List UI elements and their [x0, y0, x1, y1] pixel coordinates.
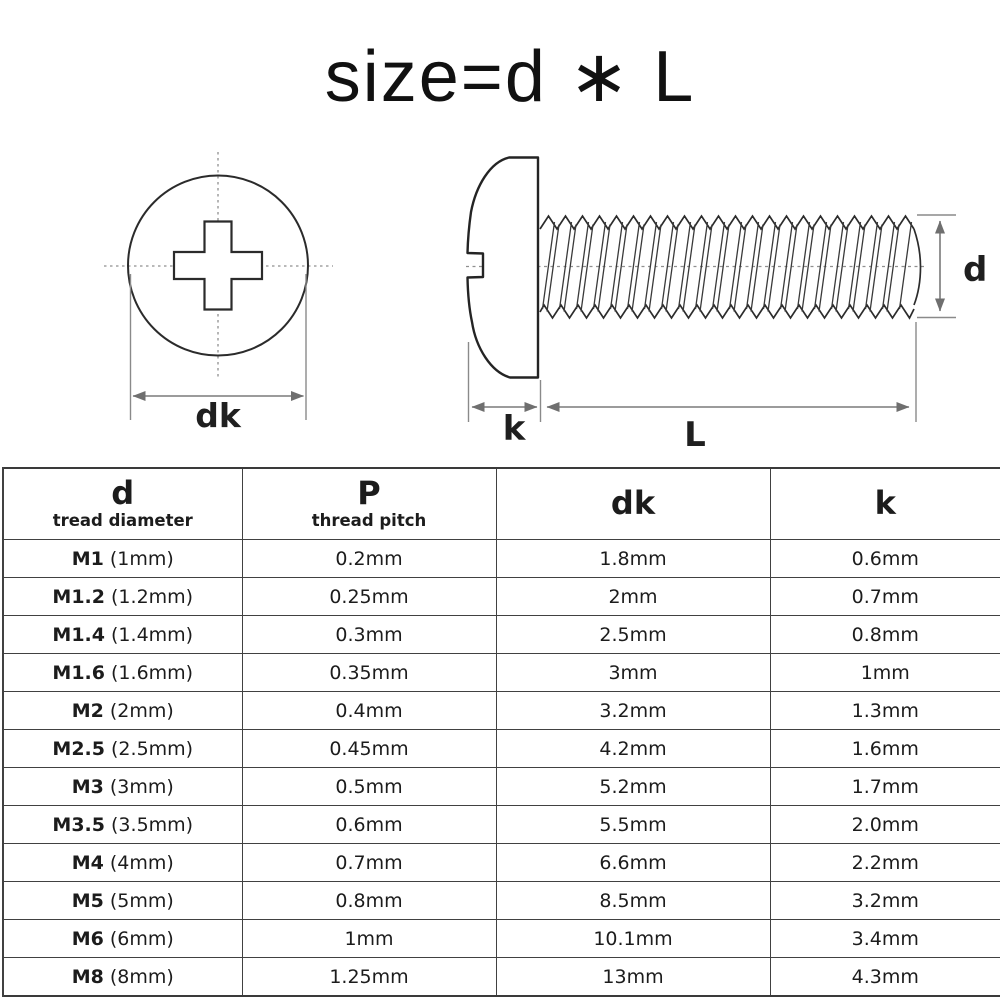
k-label: k	[502, 409, 526, 449]
cell-size: M1 (1mm)	[3, 540, 242, 578]
cell-dk: 3mm	[496, 654, 770, 692]
cell-k: 0.7mm	[770, 578, 1000, 616]
cell-pitch: 0.25mm	[242, 578, 496, 616]
cell-k: 1.3mm	[770, 692, 1000, 730]
screw-diagram	[0, 0, 1000, 462]
table-row	[3, 806, 1000, 844]
cell-pitch: 0.35mm	[242, 654, 496, 692]
table-row	[3, 844, 1000, 882]
cell-k: 0.6mm	[770, 540, 1000, 578]
table-row	[3, 768, 1000, 806]
cell-size: M5 (5mm)	[3, 882, 242, 920]
phillips-cross-icon	[174, 222, 262, 310]
cell-k: 3.4mm	[770, 920, 1000, 958]
cell-dk: 6.6mm	[496, 844, 770, 882]
spec-table-body	[3, 540, 1000, 997]
cell-pitch: 1mm	[242, 920, 496, 958]
cell-size: M2.5 (2.5mm)	[3, 730, 242, 768]
dk-label: dk	[195, 396, 241, 435]
cell-size: M3 (3mm)	[3, 768, 242, 806]
cell-k: 1mm	[770, 654, 1000, 692]
cell-dk: 1.8mm	[496, 540, 770, 578]
col-header-dk	[496, 468, 770, 540]
table-row	[3, 616, 1000, 654]
cell-size: M1.2 (1.2mm)	[3, 578, 242, 616]
cell-k: 3.2mm	[770, 882, 1000, 920]
cell-dk: 2.5mm	[496, 616, 770, 654]
col-symbol: k	[874, 484, 896, 523]
l-label: L	[684, 415, 706, 455]
cell-size: M1.4 (1.4mm)	[3, 616, 242, 654]
cell-k: 2.0mm	[770, 806, 1000, 844]
cell-size: M1.6 (1.6mm)	[3, 654, 242, 692]
cell-dk: 4.2mm	[496, 730, 770, 768]
d-dimension	[917, 215, 987, 318]
table-row	[3, 920, 1000, 958]
table-row	[3, 692, 1000, 730]
cell-pitch: 0.2mm	[242, 540, 496, 578]
cell-size: M2 (2mm)	[3, 692, 242, 730]
col-symbol: P	[357, 474, 381, 513]
cell-dk: 8.5mm	[496, 882, 770, 920]
side-view	[466, 158, 987, 456]
cell-size: M4 (4mm)	[3, 844, 242, 882]
l-dimension	[547, 322, 916, 455]
table-header-row	[3, 468, 1000, 540]
cell-dk: 5.2mm	[496, 768, 770, 806]
cell-pitch: 0.4mm	[242, 692, 496, 730]
col-header-k	[770, 468, 1000, 540]
cell-pitch: 0.8mm	[242, 882, 496, 920]
col-header-p	[242, 468, 496, 540]
cell-k: 1.6mm	[770, 730, 1000, 768]
col-subtitle: thread pitch	[311, 510, 427, 530]
col-header-d	[3, 468, 242, 540]
d-label: d	[963, 250, 988, 290]
table-row	[3, 578, 1000, 616]
cell-pitch: 0.3mm	[242, 616, 496, 654]
cell-size: M6 (6mm)	[3, 920, 242, 958]
cell-dk: 10.1mm	[496, 920, 770, 958]
cell-dk: 13mm	[496, 958, 770, 997]
cell-dk: 5.5mm	[496, 806, 770, 844]
table-row	[3, 882, 1000, 920]
cell-k: 4.3mm	[770, 958, 1000, 997]
table-row	[3, 730, 1000, 768]
cell-size: M8 (8mm)	[3, 958, 242, 997]
cell-k: 0.8mm	[770, 616, 1000, 654]
cell-k: 1.7mm	[770, 768, 1000, 806]
cell-pitch: 1.25mm	[242, 958, 496, 997]
col-symbol: dk	[610, 484, 656, 523]
cell-size: M3.5 (3.5mm)	[3, 806, 242, 844]
cell-pitch: 0.6mm	[242, 806, 496, 844]
table-row	[3, 540, 1000, 578]
page-title: size=d ∗ L	[324, 37, 696, 117]
cell-pitch: 0.7mm	[242, 844, 496, 882]
cell-dk: 2mm	[496, 578, 770, 616]
col-subtitle: tread diameter	[52, 510, 193, 530]
front-view	[104, 152, 333, 435]
pan-head-profile	[468, 158, 539, 378]
cell-k: 2.2mm	[770, 844, 1000, 882]
cell-pitch: 0.5mm	[242, 768, 496, 806]
col-symbol: d	[111, 474, 135, 513]
table-row	[3, 654, 1000, 692]
spec-table	[2, 467, 1000, 997]
cell-dk: 3.2mm	[496, 692, 770, 730]
table-row	[3, 958, 1000, 997]
cell-pitch: 0.45mm	[242, 730, 496, 768]
